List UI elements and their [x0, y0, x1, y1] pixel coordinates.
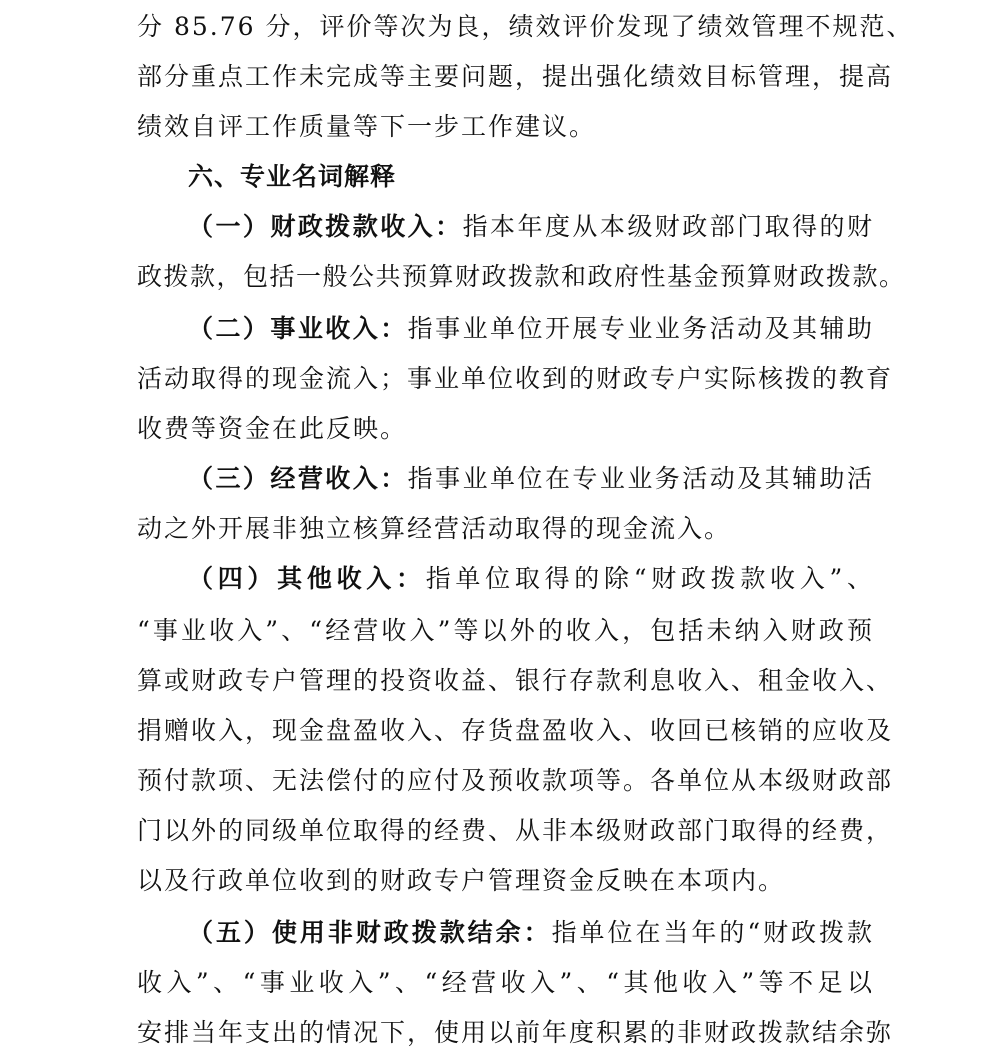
term-line: 算或财政专户管理的投资收益、银行存款利息收入、租金收入、 [137, 666, 894, 695]
paragraph-line: 分 85.76 分，评价等次为良，绩效评价发现了绩效管理不规范、 [137, 12, 914, 41]
term-line: 门以外的同级单位取得的经费、从非本级财政部门取得的经费， [137, 816, 894, 845]
term-line: “事业收入”、“经营收入”等以外的收入，包括未纳入财政预 [137, 616, 874, 645]
term-text: 指单位在当年的“财政拨款 [551, 918, 874, 947]
term-first-line [188, 562, 874, 596]
term-line: 捐赠收入，现金盘盈收入、存货盘盈收入、收回已核销的应收及 [137, 716, 894, 745]
term-text: 指事业单位开展专业业务活动及其辅助 [407, 314, 874, 343]
term-label: （一）财政拨款收入： [188, 212, 463, 241]
term-first-line [188, 462, 874, 496]
term-first-line [188, 312, 874, 346]
term-label: （二）事业收入： [188, 314, 408, 343]
paragraph-line: 部分重点工作未完成等主要问题，提出强化绩效目标管理，提高 [137, 62, 894, 91]
term-line: 政拨款，包括一般公共预算财政拨款和政府性基金预算财政拨款。 [137, 262, 906, 291]
term-text: 指单位取得的除“财政拨款收入”、 [425, 564, 874, 593]
term-line: 安排当年支出的情况下，使用以前年度积累的非财政拨款结余弥 [137, 1018, 894, 1047]
term-line: 收费等资金在此反映。 [137, 414, 408, 443]
term-label: （四）其他收入： [188, 564, 426, 593]
paragraph-line: 绩效自评工作质量等下一步工作建议。 [137, 112, 597, 141]
term-first-line [188, 916, 874, 950]
term-line: 以及行政单位收到的财政专户管理资金反映在本项内。 [137, 866, 786, 895]
term-first-line [188, 210, 874, 244]
term-line: 动之外开展非独立核算经营活动取得的现金流入。 [137, 514, 732, 543]
section-heading: 六、专业名词解释 [188, 162, 397, 191]
term-text: 指事业单位在专业业务活动及其辅助活 [407, 464, 874, 493]
term-line: 预付款项、无法偿付的应付及预收款项等。各单位从本级财政部 [137, 766, 894, 795]
term-label: （三）经营收入： [188, 464, 408, 493]
term-line: 活动取得的现金流入；事业单位收到的财政专户实际核拨的教育 [137, 364, 894, 393]
term-text: 指本年度从本级财政部门取得的财 [462, 212, 874, 241]
term-line: 收入”、“事业收入”、“经营收入”、“其他收入”等不足以 [137, 968, 874, 997]
term-label: （五）使用非财政拨款结余： [188, 918, 552, 947]
